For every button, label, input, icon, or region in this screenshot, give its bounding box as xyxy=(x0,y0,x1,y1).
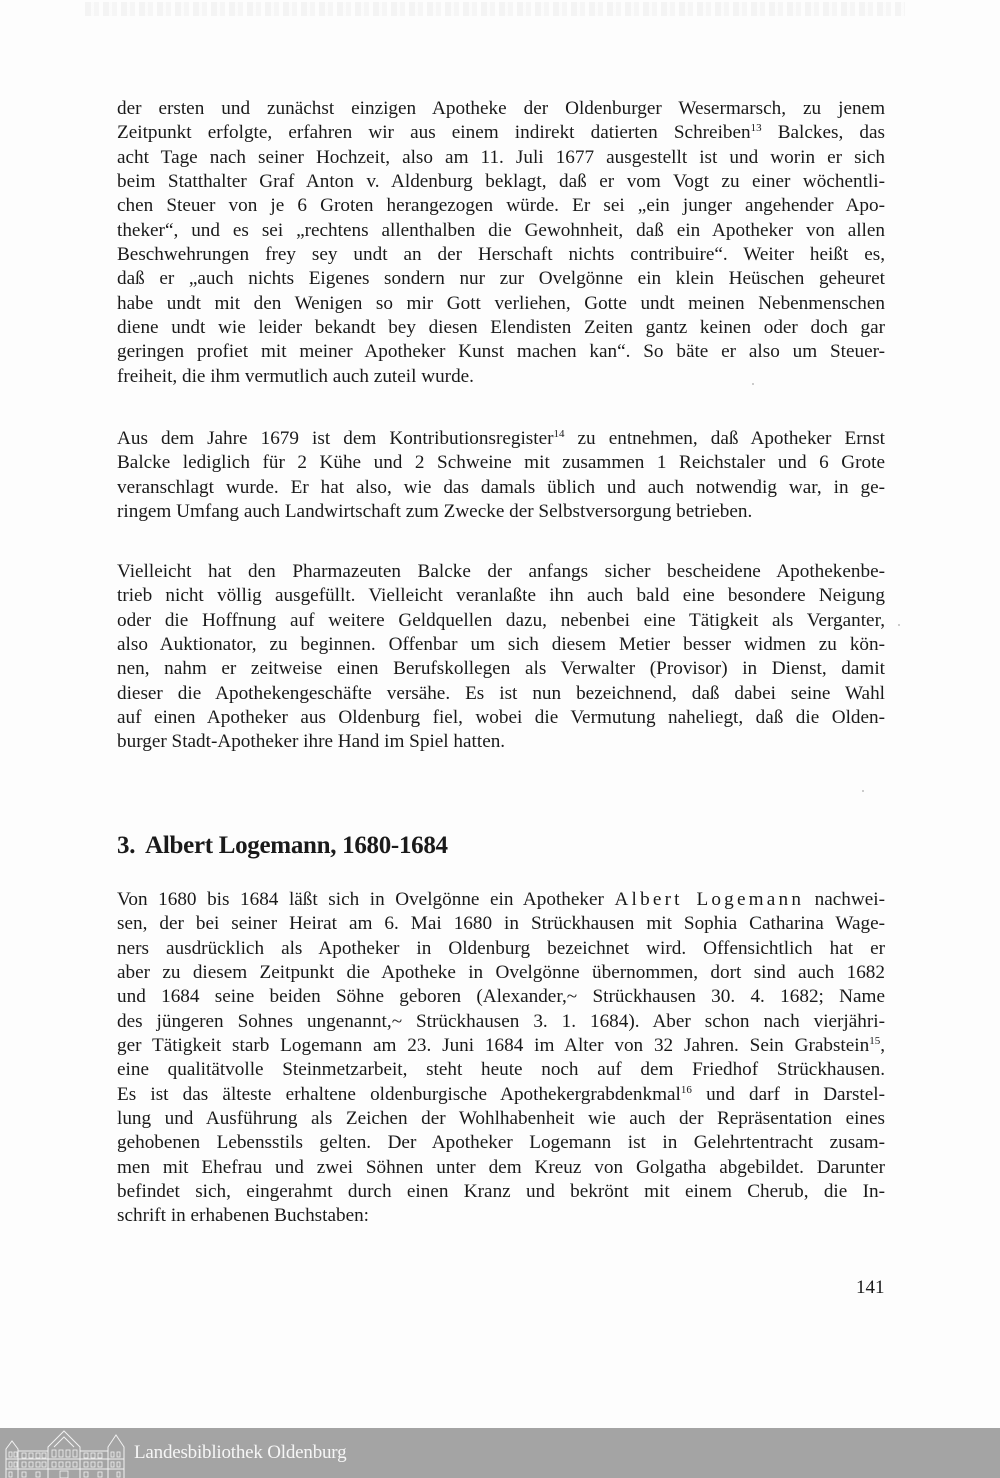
text-line: chen Steuer von je 6 Groten herangezogen würde. Er sei „ein junger angehender Apo- xyxy=(117,195,885,217)
text-line: Balcke lediglich für 2 Kühe und 2 Schweine mit zusammen 1 Reichstaler und 6 Grote xyxy=(117,452,885,474)
page-number: 141 xyxy=(856,1277,885,1298)
bleed-through-artifact xyxy=(85,2,905,16)
text-line: lung und Ausführung als Zeichen der Wohlhabenheit wie auch der Repräsentation eines xyxy=(117,1108,885,1130)
text-line: dieser die Apothekengeschäfte versähe. Es ist nun bezeichnend, daß dabei seine Wahl xyxy=(117,682,885,704)
text-line: der ersten und zunächst einzigen Apotheke der Oldenburger Wesermarsch, zu jenem xyxy=(117,98,885,119)
footnote-marker: 16 xyxy=(680,1083,692,1096)
scan-speck xyxy=(752,383,754,385)
text-line: gehobenen Lebensstils gelten. Der Apotheker Logemann ist in Gelehrtentracht zusam- xyxy=(117,1132,885,1154)
text-line: acht Tage nach seiner Hochzeit, also am 11. Juli 1677 ausgestellt ist und worin er sich xyxy=(117,146,885,168)
footnote-marker: 14 xyxy=(553,428,565,440)
text-line: befindet sich, eingerahmt durch einen Kranz und bekrönt mit einem Cherub, die In- xyxy=(117,1181,885,1203)
text-line: ringem Umfang auch Landwirtschaft zum Zwecke der Selbstversorgung betrieben. xyxy=(117,501,753,523)
text-line: Aus dem Jahre 1679 ist dem Kontributionsregister$^{14}$ zu entnehmen, daß Apotheker Ernst xyxy=(117,428,886,449)
text-line: aber zu diesem Zeitpunkt die Apotheke in Ovelgönne übernommen, dort sind auch 1682 xyxy=(117,962,885,984)
text-line: Von 1680 bis 1684 läßt sich in Ovelgönne ein Apotheker Albert Logemann nachwei- xyxy=(117,889,885,910)
text-line: schrift in erhabenen Buchstaben: xyxy=(117,1205,370,1227)
text-line: theker“, und es sei „rechtens allenthalben die Gewohnheit, daß ein Apotheker von allen xyxy=(117,219,885,241)
text-line: habe undt mit den Wenigen so mir Gott verliehen, Gotte undt meinen Nebenmenschen xyxy=(117,292,885,314)
library-footer-banner xyxy=(0,1428,1000,1478)
text-line: nen, nahm er zeitweise einen Berufskollegen als Verwalter (Provisor) in Dienst, damit xyxy=(117,658,885,680)
text-line: oder die Hoffnung auf weitere Geldquellen dazu, nebenbei eine Tätigkeit als Verganter, xyxy=(117,609,885,631)
text-line: daß er „auch nichts Eigenes sondern nur zur Ovelgönne ein klein Heüschen geheuret xyxy=(117,268,885,290)
text-line: Beschwehrungen frey sey undt an der Herschaft nichts contribuire“. Weiter heißt es, xyxy=(117,244,885,266)
text-line: freiheit, die ihm vermutlich auch zuteil wurde. xyxy=(117,365,474,387)
text-line: geringen profiet mit meiner Apotheker Kunst machen kan“. So bäte er also um Steuer- xyxy=(117,341,885,363)
scan-speck xyxy=(862,790,864,792)
text-line: also Auktionator, zu beginnen. Offenbar um sich diesem Metier besser widmen zu kön- xyxy=(117,634,885,656)
paragraph-1 xyxy=(117,97,885,389)
section-title: Albert Logemann, 1680-1684 xyxy=(145,832,448,859)
text-line: eine qualitätvolle Steinmetzarbeit, steht heute noch auf dem Friedhof Strückhausen. xyxy=(117,1059,885,1081)
text-line: sen, der bei seiner Heirat am 6. Mai 1680 in Strückhausen mit Sophia Catharina Wage- xyxy=(117,913,885,935)
text-line: ger Tätigkeit starb Logemann am 23. Juni 1684 im Alter von 32 Jahren. Sein Grabstein$^{15}$, xyxy=(117,1035,885,1057)
text-line: ners ausdrücklich als Apotheker in Oldenburg bezeichnet wird. Offensichtlich hat er xyxy=(117,937,885,959)
paragraph-4 xyxy=(117,888,885,1229)
section-heading xyxy=(117,832,448,860)
library-name: Landesbibliothek Oldenburg xyxy=(134,1442,347,1463)
text-line: Zeitpunkt erfolgte, erfahren wir aus einem indirekt datierten Schreiben$^{13}$ Balckes, das xyxy=(117,122,885,144)
text-line: men mit Ehefrau und zwei Söhnen unter dem Kreuz von Golgatha abgebildet. Darunter xyxy=(117,1156,885,1178)
section-number: 3. xyxy=(117,832,136,859)
scan-speck xyxy=(898,624,900,626)
text-line: diene undt wie leider bekandt bey diesen Elendisten Zeiten gantz keinen oder doch gar xyxy=(117,317,885,339)
paragraph-2 xyxy=(117,427,885,524)
footnote-marker: 13 xyxy=(750,122,762,135)
text-line: des jüngeren Sohnes ungenannt,~ Strückhausen 3. 1. 1684). Aber schon nach vierjähri- xyxy=(117,1010,885,1032)
text-line: auf einen Apotheker aus Oldenburg fiel, wobei die Vermutung naheliegt, daß die Olden- xyxy=(117,707,885,729)
text-line: trieb nicht völlig ausgefüllt. Vielleicht veranlaßte ihn auch bald eine besondere Neigung xyxy=(117,585,885,607)
text-line: veranschlagt wurde. Er hat also, wie das damals üblich und auch notwendig war, in ge- xyxy=(117,476,885,498)
text-line: Es ist das älteste erhaltene oldenburgische Apothekergrabdenkmal$^{16}$ und darf in Darstel- xyxy=(117,1083,885,1105)
text-line: beim Statthalter Graf Anton v. Aldenburg beklagt, daß er vom Vogt zu einer wöchentli- xyxy=(117,171,885,193)
paragraph-3 xyxy=(117,560,885,755)
library-building-icon xyxy=(4,1429,126,1478)
text-line: Vielleicht hat den Pharmazeuten Balcke der anfangs sicher bescheidene Apothekenbe- xyxy=(117,561,885,582)
footnote-marker: 15 xyxy=(869,1035,881,1048)
text-line: und 1684 seine beiden Söhne geboren (Alexander,~ Strückhausen 30. 4. 1682; Name xyxy=(117,986,885,1008)
person-name-spaced: Albert Logemann xyxy=(614,889,805,910)
text-line: burger Stadt-Apotheker ihre Hand im Spiel hatten. xyxy=(117,731,506,753)
